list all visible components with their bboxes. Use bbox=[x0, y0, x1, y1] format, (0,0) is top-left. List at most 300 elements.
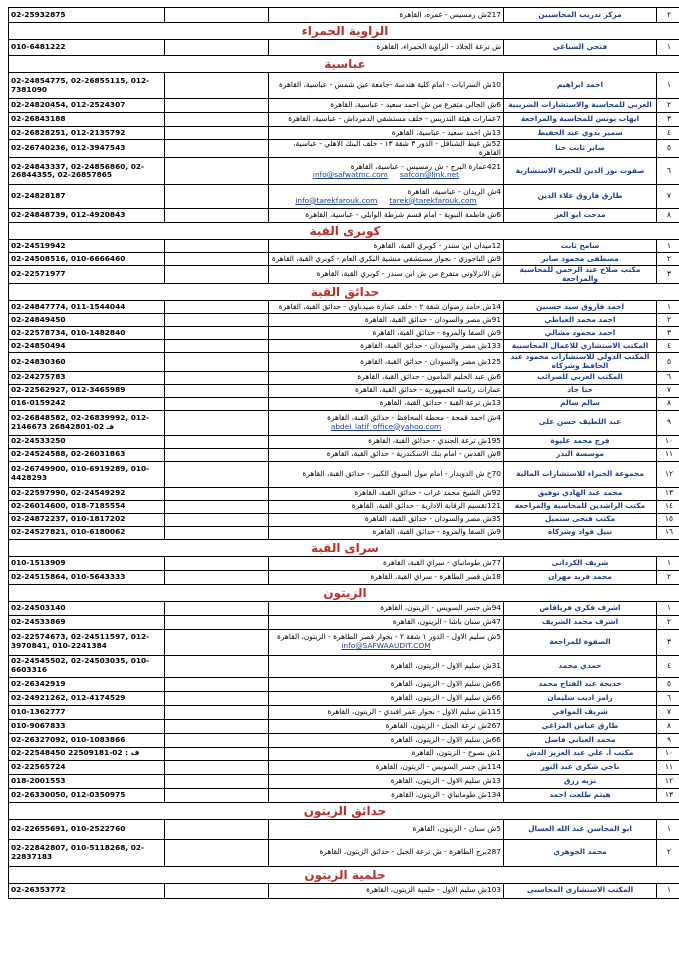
address-text: 94ش جسر السويس - الزيتون، القاهرة bbox=[380, 602, 501, 612]
empty-cell bbox=[165, 570, 269, 584]
office-name: رامز اديب سليمان bbox=[504, 691, 657, 705]
empty-cell bbox=[165, 615, 269, 629]
address-text: ش ترعة الجلاد - الزاوية الحمراء، القاهرة bbox=[376, 42, 501, 52]
section-title: كوبرى القبة bbox=[9, 223, 679, 240]
office-address bbox=[269, 185, 504, 209]
office-address bbox=[269, 314, 504, 327]
office-phone: 02-25932875 bbox=[9, 8, 165, 23]
office-phone: 010-9067833 bbox=[9, 719, 165, 733]
office-name: فرج محمد عليوة bbox=[504, 435, 657, 448]
row-number: ١١ bbox=[657, 448, 679, 461]
row-number: ١٢ bbox=[657, 461, 679, 487]
address-text: 6ش الجالي متفرع من ش احمد سعيد - عباسية، القاهرة bbox=[330, 100, 501, 110]
empty-cell bbox=[165, 526, 269, 539]
empty-cell bbox=[165, 253, 269, 266]
office-address bbox=[269, 601, 504, 615]
empty-cell bbox=[165, 127, 269, 140]
empty-cell bbox=[165, 140, 269, 158]
directory-body bbox=[9, 8, 679, 899]
office-name: احمد محمود مشالي bbox=[504, 327, 657, 340]
table-row bbox=[9, 127, 679, 140]
empty-cell bbox=[165, 327, 269, 340]
office-phone: 02-26740236, 012-3947543 bbox=[9, 140, 165, 158]
table-row bbox=[9, 353, 679, 371]
office-address bbox=[269, 353, 504, 371]
section-header bbox=[9, 284, 679, 301]
table-row bbox=[9, 185, 679, 209]
office-name: مكتب صلاح عبد الرحمن للمحاسبة والمراجعة bbox=[504, 266, 657, 284]
office-phone: 02-22574673, 02-24511597, 012-3970841, 010-2241384 bbox=[9, 629, 165, 655]
office-address bbox=[269, 73, 504, 99]
section-header bbox=[9, 56, 679, 73]
office-name: اشرف محمد الشريف bbox=[504, 615, 657, 629]
office-phone: 010-6481222 bbox=[9, 40, 165, 56]
address-text: 9ش الصفا والمروة - حدائق القبة، القاهرة bbox=[372, 527, 501, 537]
office-address bbox=[269, 677, 504, 691]
table-row bbox=[9, 40, 679, 56]
office-phone: 02-22578734, 010-1482840 bbox=[9, 327, 165, 340]
office-phone: 02-22655691, 010-2522760 bbox=[9, 819, 165, 839]
empty-cell bbox=[165, 513, 269, 526]
address-text: 133ش مصر والسودان - حدائق القبة، القاهرة bbox=[360, 341, 501, 351]
empty-cell bbox=[165, 883, 269, 898]
directory-table bbox=[8, 7, 679, 899]
row-number: ١ bbox=[657, 883, 679, 898]
row-number: ٥ bbox=[657, 677, 679, 691]
office-phone: 02-24921262, 012-4174529 bbox=[9, 691, 165, 705]
office-address bbox=[269, 747, 504, 760]
email-link[interactable]: tarek@tarekfarouk.com bbox=[389, 195, 477, 205]
table-row bbox=[9, 760, 679, 774]
empty-cell bbox=[165, 705, 269, 719]
table-row bbox=[9, 340, 679, 353]
row-number: ١ bbox=[657, 556, 679, 570]
office-phone: 02-26327092, 010-1083866 bbox=[9, 733, 165, 747]
office-name: احمد محمد العياطي bbox=[504, 314, 657, 327]
office-address bbox=[269, 127, 504, 140]
table-row bbox=[9, 73, 679, 99]
row-number: ١ bbox=[657, 73, 679, 99]
office-address bbox=[269, 301, 504, 314]
table-row bbox=[9, 209, 679, 223]
table-row bbox=[9, 301, 679, 314]
office-address bbox=[269, 435, 504, 448]
office-address bbox=[269, 500, 504, 513]
table-row bbox=[9, 819, 679, 839]
office-name: الصفوة للمراجعة bbox=[504, 629, 657, 655]
section-header bbox=[9, 539, 679, 556]
office-name: سمير بدوي عبد الحفيظ bbox=[504, 127, 657, 140]
office-address bbox=[269, 410, 504, 435]
office-address bbox=[269, 371, 504, 384]
office-address bbox=[269, 556, 504, 570]
row-number: ١٣ bbox=[657, 788, 679, 802]
empty-cell bbox=[165, 629, 269, 655]
empty-cell bbox=[165, 774, 269, 788]
table-row bbox=[9, 99, 679, 113]
office-address bbox=[269, 513, 504, 526]
empty-cell bbox=[165, 266, 269, 284]
row-number: ٧ bbox=[657, 185, 679, 209]
office-phone: 010-1362777 bbox=[9, 705, 165, 719]
table-row bbox=[9, 410, 679, 435]
empty-cell bbox=[165, 719, 269, 733]
office-name: المكتب الاستشاري للاعمال المحاسبية bbox=[504, 340, 657, 353]
office-name: ايهاب يونس للمحاسبة والمراجعة bbox=[504, 113, 657, 127]
table-row bbox=[9, 140, 679, 158]
address-text: 217ش رمسيس - غمره، القاهرة bbox=[399, 9, 501, 19]
table-row bbox=[9, 677, 679, 691]
email-link[interactable]: info@SAFWAAUDIT.COM bbox=[341, 641, 431, 651]
empty-cell bbox=[165, 435, 269, 448]
email-link[interactable]: abdel_latif_office@yahoo.com bbox=[330, 421, 442, 431]
office-phone: 02-24519942 bbox=[9, 240, 165, 253]
office-name: محمد فريد مهران bbox=[504, 570, 657, 584]
row-number: ٢ bbox=[657, 253, 679, 266]
row-number: ٦ bbox=[657, 691, 679, 705]
office-name: ابو المحاسن عبد الله العسال bbox=[504, 819, 657, 839]
row-number: ٨ bbox=[657, 209, 679, 223]
section-title: حدائق القبة bbox=[9, 284, 679, 301]
office-address bbox=[269, 570, 504, 584]
address-text: 10ش السرايات - امام كلية هندسة -جامعة عين شمس - عباسية، القاهرة bbox=[279, 80, 501, 90]
row-number: ١ bbox=[657, 301, 679, 314]
office-phone: 02-26330050, 012-0350975 bbox=[9, 788, 165, 802]
row-number: ٣ bbox=[657, 266, 679, 284]
office-name: محمد العناني فاضل bbox=[504, 733, 657, 747]
office-phone: 02-26342919 bbox=[9, 677, 165, 691]
table-row bbox=[9, 629, 679, 655]
address-text: 92ش الشيخ محمد غراب - حدائق القبة، القاهرة bbox=[354, 488, 501, 498]
section-header bbox=[9, 23, 679, 40]
table-row bbox=[9, 487, 679, 500]
row-number: ١ bbox=[657, 819, 679, 839]
office-address bbox=[269, 113, 504, 127]
empty-cell bbox=[165, 839, 269, 866]
section-title: حلمية الزيتون bbox=[9, 866, 679, 883]
office-phone: 02-26353772 bbox=[9, 883, 165, 898]
office-name: نزيه رزق bbox=[504, 774, 657, 788]
address-text: 1ش نصوح - الزيتون، القاهرة bbox=[411, 748, 501, 758]
address-text: 4ش الريدان - عباسية، القاهرة bbox=[407, 187, 501, 197]
table-row bbox=[9, 788, 679, 802]
address-text: 103ش سليم الاول - حلمية الزيتون، القاهرة bbox=[366, 885, 501, 895]
table-row bbox=[9, 705, 679, 719]
office-phone: 02-24849450 bbox=[9, 314, 165, 327]
table-row bbox=[9, 747, 679, 760]
address-text: 125ش مصر والسودان - حدائق القبة، القاهرة bbox=[360, 356, 501, 366]
row-number: ٦ bbox=[657, 371, 679, 384]
address-text: 13ش ترعة القبة - حدائق القبة، القاهرة bbox=[379, 398, 501, 408]
row-number: ١٦ bbox=[657, 526, 679, 539]
row-number: ١٠ bbox=[657, 435, 679, 448]
row-number: ٥ bbox=[657, 140, 679, 158]
empty-cell bbox=[165, 448, 269, 461]
office-address bbox=[269, 253, 504, 266]
empty-cell bbox=[165, 99, 269, 113]
row-number: ١ bbox=[657, 240, 679, 253]
office-phone: 02-24847774, 011-1544044 bbox=[9, 301, 165, 314]
address-text: 114ش جسر السويس - الزيتون، القاهرة bbox=[375, 761, 501, 771]
office-phone: 02-24545502, 02-24503035, 010-6603316 bbox=[9, 655, 165, 677]
section-title: الزيتون bbox=[9, 584, 679, 601]
table-row bbox=[9, 397, 679, 410]
table-row bbox=[9, 113, 679, 127]
office-name: عبد اللطيف حسن على bbox=[504, 410, 657, 435]
office-phone: 02-24275783 bbox=[9, 371, 165, 384]
row-number: ١١ bbox=[657, 760, 679, 774]
empty-cell bbox=[165, 556, 269, 570]
office-phone: 02-26749900, 010-6919289, 010-4428293 bbox=[9, 461, 165, 487]
office-name: محمد عبد الهادي توفيق bbox=[504, 487, 657, 500]
row-number: ٢ bbox=[657, 570, 679, 584]
address-text: 287برج الطاهرة - ش ترعة الجبل - حدائق الزيتون، القاهرة bbox=[319, 847, 501, 857]
row-number: ٨ bbox=[657, 397, 679, 410]
empty-cell bbox=[165, 601, 269, 615]
office-name: مكتب الراشدين للمحاسبة والمراجعة bbox=[504, 500, 657, 513]
empty-cell bbox=[165, 747, 269, 760]
office-address bbox=[269, 760, 504, 774]
row-number: ٤ bbox=[657, 127, 679, 140]
address-text: 31ش سليم الاول - الزيتون، القاهرة bbox=[390, 660, 501, 670]
address-text: 13ش احمد سعيد - عباسية، القاهرة bbox=[391, 127, 501, 137]
office-phone: 02-24533250 bbox=[9, 435, 165, 448]
office-address bbox=[269, 327, 504, 340]
empty-cell bbox=[165, 158, 269, 185]
address-text: 7عمارات هيئة التدريس - خلف مستشفي الدمرداش - عباسية، القاهرة bbox=[288, 114, 501, 124]
row-number: ٤ bbox=[657, 340, 679, 353]
empty-cell bbox=[165, 410, 269, 435]
empty-cell bbox=[165, 733, 269, 747]
row-number: ٧ bbox=[657, 384, 679, 397]
row-number: ٩ bbox=[657, 410, 679, 435]
table-row bbox=[9, 526, 679, 539]
address-text: 9ش الصفا والمروة - حدائق القبة، القاهرة bbox=[372, 328, 501, 338]
row-number: ٩ bbox=[657, 733, 679, 747]
office-address bbox=[269, 397, 504, 410]
row-number: ٢ bbox=[657, 8, 679, 23]
empty-cell bbox=[165, 340, 269, 353]
section-title: سراى القبة bbox=[9, 539, 679, 556]
email-links bbox=[271, 642, 501, 651]
address-text: 121تقسيم الرقابة الادارية - حدائق القبة، القاهرة bbox=[351, 501, 501, 511]
office-phone: 02-22597990, 02-24549292 bbox=[9, 487, 165, 500]
office-address bbox=[269, 788, 504, 802]
table-row bbox=[9, 158, 679, 185]
address-text: 91ش مصر والسودان - حدائق القبة، القاهرة bbox=[364, 315, 501, 325]
address-text: 267ش ترعة الجبل - الزيتون، القاهرة bbox=[385, 720, 501, 730]
empty-cell bbox=[165, 371, 269, 384]
address-text: 115ش سليم الاول - بجوار عمر افندي - الزيتون، القاهرة bbox=[327, 706, 501, 716]
address-text: 8ش القدس - امام بنك الاسكندرية - حدائق القبة، القاهرة bbox=[326, 449, 501, 459]
office-name: نبيل فواد وشركاه bbox=[504, 526, 657, 539]
address-text: 6ش عبد الحليم المأمون - حدائق القبة، القاهرة bbox=[357, 372, 501, 382]
office-name: احمد فاروق سيد حسنين bbox=[504, 301, 657, 314]
table-row bbox=[9, 556, 679, 570]
table-row bbox=[9, 691, 679, 705]
row-number: ٣ bbox=[657, 327, 679, 340]
office-name: احمد ابراهيم bbox=[504, 73, 657, 99]
empty-cell bbox=[165, 500, 269, 513]
office-name: المكتب الاستشارى المحاسبى bbox=[504, 883, 657, 898]
table-row bbox=[9, 253, 679, 266]
empty-cell bbox=[165, 788, 269, 802]
office-name: اشرف فكري فرياقاص bbox=[504, 601, 657, 615]
section-header bbox=[9, 584, 679, 601]
address-text: 47ش سنان باشا - الزيتون، القاهرة bbox=[392, 616, 501, 626]
table-row bbox=[9, 448, 679, 461]
office-phone: 02-24848739, 012-4920843 bbox=[9, 209, 165, 223]
office-phone: 016-0159242 bbox=[9, 397, 165, 410]
office-phone: 02-26828251, 012-2135792 bbox=[9, 127, 165, 140]
email-link[interactable]: safcon@link.net bbox=[399, 170, 460, 180]
office-name: شريف الموافي bbox=[504, 705, 657, 719]
office-phone: 02-22562927, 012-3465989 bbox=[9, 384, 165, 397]
office-name: خديجة عبد الفتاح محمد bbox=[504, 677, 657, 691]
office-name: محمد الجوهري bbox=[504, 839, 657, 866]
office-phone: 02-26843188 bbox=[9, 113, 165, 127]
row-number: ٣ bbox=[657, 113, 679, 127]
address-text: 35ش مصر والسودان - حدائق القبة، القاهرة bbox=[364, 514, 501, 524]
table-row bbox=[9, 461, 679, 487]
address-text: 13ش سليم الاول - الزيتون، القاهرة bbox=[390, 775, 501, 785]
section-title: الزاوية الحمراء bbox=[9, 23, 679, 40]
row-number: ٤ bbox=[657, 655, 679, 677]
row-number: ١٤ bbox=[657, 500, 679, 513]
office-name: فتحي السباعي bbox=[504, 40, 657, 56]
empty-cell bbox=[165, 209, 269, 223]
address-text: 5ش سليم الاول - الدور ١ شقة ٢ - بجوار قصر الطاهرة - الزيتون، القاهرة bbox=[276, 632, 501, 642]
address-text: 14ش حامد رضوان شقة ٢ - خلف عمارة صيدناوي - حدائق القبة، القاهرة bbox=[278, 302, 501, 312]
address-text: 12ميدان ابن سندر - كوبري القبة، القاهرة bbox=[373, 240, 501, 250]
table-row bbox=[9, 655, 679, 677]
office-address bbox=[269, 140, 504, 158]
empty-cell bbox=[165, 40, 269, 56]
address-text: عمارات رئاسة الجمهورية - حدائق القبة، القاهرة bbox=[355, 385, 501, 395]
office-name: مكتب فتحى سنميل bbox=[504, 513, 657, 526]
office-address bbox=[269, 819, 504, 839]
office-name: هيثم طلعت احمد bbox=[504, 788, 657, 802]
table-row bbox=[9, 615, 679, 629]
table-row bbox=[9, 384, 679, 397]
table-row bbox=[9, 513, 679, 526]
address-text: 70ح ش الدويدار - امام مول السوق الكبير - حدائق القبة، القاهرة bbox=[302, 468, 501, 478]
office-phone: 02-26848582, 02-26839992, 012-2146673 فـ 02-26842801 bbox=[9, 410, 165, 435]
email-link[interactable]: info@tarekfarouk.com bbox=[295, 195, 378, 205]
empty-cell bbox=[165, 185, 269, 209]
table-row bbox=[9, 8, 679, 23]
office-phone: 02-24533869 bbox=[9, 615, 165, 629]
office-name: صفوت نور الدين للخبرة الاستشارية bbox=[504, 158, 657, 185]
office-address bbox=[269, 99, 504, 113]
empty-cell bbox=[165, 353, 269, 371]
row-number: ١ bbox=[657, 40, 679, 56]
office-phone: 02-26014600, 018-7185554 bbox=[9, 500, 165, 513]
row-number: ٨ bbox=[657, 719, 679, 733]
address-text: 6ش فاطمة النبوية - امام قسم شرطة الوايلي - عباسية، القاهرة bbox=[305, 210, 501, 220]
email-links bbox=[271, 171, 501, 180]
office-phone: 02-22571977 bbox=[9, 266, 165, 284]
office-phone: 02-24527821, 010-6180062 bbox=[9, 526, 165, 539]
empty-cell bbox=[165, 487, 269, 500]
address-text: 66ش سليم الاول - الزيتون، القاهرة bbox=[390, 692, 501, 702]
empty-cell bbox=[165, 677, 269, 691]
office-address bbox=[269, 209, 504, 223]
office-name: مصطفى محمود صابر bbox=[504, 253, 657, 266]
office-name: حنا جاد bbox=[504, 384, 657, 397]
row-number: ١٠ bbox=[657, 747, 679, 760]
office-name: صابر ثابت حنا bbox=[504, 140, 657, 158]
office-phone: 02-24854775, 02-26855115, 012-7381090 bbox=[9, 73, 165, 99]
address-text: ش الانزلاوني متفرع من ش ابن سندر - كوبري القبة، القاهرة bbox=[316, 269, 501, 279]
office-name: مدحت ابو العز bbox=[504, 209, 657, 223]
address-text: 66ش سليم الاول - الزيتون، القاهرة bbox=[390, 734, 501, 744]
office-name: شريف الكردانى bbox=[504, 556, 657, 570]
office-address bbox=[269, 705, 504, 719]
empty-cell bbox=[165, 760, 269, 774]
office-address bbox=[269, 461, 504, 487]
empty-cell bbox=[165, 8, 269, 23]
office-phone: 02-24830360 bbox=[9, 353, 165, 371]
office-phone: 02-22548450 ف : 02-22509181 bbox=[9, 747, 165, 760]
table-row bbox=[9, 435, 679, 448]
office-address bbox=[269, 733, 504, 747]
office-address bbox=[269, 266, 504, 284]
row-number: ٥ bbox=[657, 353, 679, 371]
office-address bbox=[269, 8, 504, 23]
office-phone: 02-22842807, 010-5118268, 02-22837183 bbox=[9, 839, 165, 866]
table-row bbox=[9, 774, 679, 788]
section-title: عباسية bbox=[9, 56, 679, 73]
office-address bbox=[269, 883, 504, 898]
office-name: مركز تدريب المحاسبين bbox=[504, 8, 657, 23]
table-row bbox=[9, 733, 679, 747]
office-phone: 02-24524588, 02-26031863 bbox=[9, 448, 165, 461]
address-text: 66ش سليم الاول - الزيتون، القاهرة bbox=[390, 678, 501, 688]
section-header bbox=[9, 223, 679, 240]
office-phone: 02-24820454, 012-2524307 bbox=[9, 99, 165, 113]
office-address bbox=[269, 839, 504, 866]
row-number: ٢ bbox=[657, 99, 679, 113]
office-address bbox=[269, 448, 504, 461]
table-row bbox=[9, 883, 679, 898]
address-text: 5ش سنان - الزيتون، القاهرة bbox=[412, 823, 501, 833]
empty-cell bbox=[165, 113, 269, 127]
row-number: ١ bbox=[657, 601, 679, 615]
email-link[interactable]: info@safwatmc.com bbox=[312, 170, 388, 180]
row-number: ٧ bbox=[657, 705, 679, 719]
table-row bbox=[9, 601, 679, 615]
office-address bbox=[269, 340, 504, 353]
office-address bbox=[269, 384, 504, 397]
address-text: 134ش طومانباي - الزيتون، القاهرة bbox=[391, 789, 501, 799]
office-address bbox=[269, 615, 504, 629]
address-text: 9ش الباجوري - بجوار مستشفي منشية البكري العام - كوبري القبة، القاهرة bbox=[271, 253, 501, 263]
empty-cell bbox=[165, 301, 269, 314]
address-text: 18ش قصر الطاهرة - سراي القبة، القاهرة bbox=[370, 571, 501, 581]
row-number: ١٢ bbox=[657, 774, 679, 788]
office-address bbox=[269, 629, 504, 655]
empty-cell bbox=[165, 314, 269, 327]
office-phone: 02-24503140 bbox=[9, 601, 165, 615]
office-address bbox=[269, 526, 504, 539]
row-number: ٦ bbox=[657, 158, 679, 185]
office-phone: 010-1513909 bbox=[9, 556, 165, 570]
row-number: ١٥ bbox=[657, 513, 679, 526]
office-phone: 02-24508516, 010-6666460 bbox=[9, 253, 165, 266]
table-row bbox=[9, 240, 679, 253]
office-address bbox=[269, 240, 504, 253]
